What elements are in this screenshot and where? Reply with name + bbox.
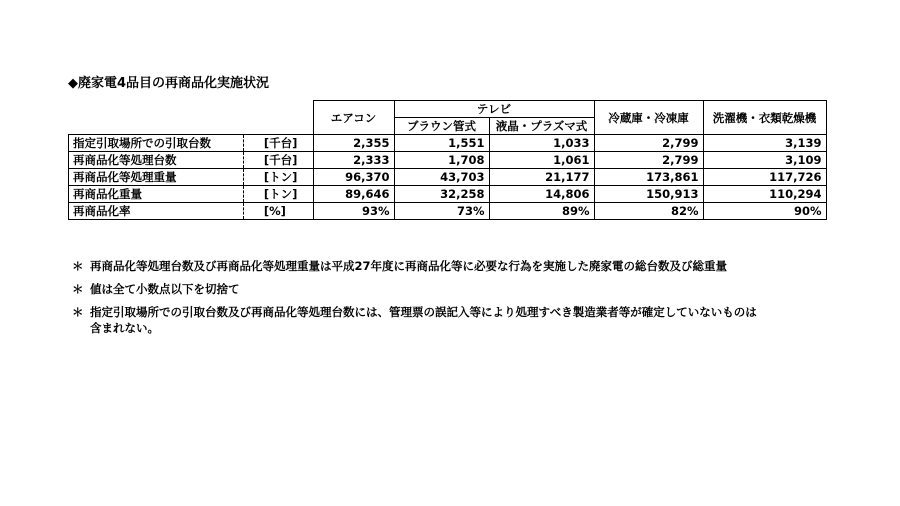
asterisk-marker: ＊ [72, 305, 84, 319]
footnote-text: 再商品化等処理台数及び再商品化等処理重量は平成27年度に再商品化等に必要な行為を実施した廃家電の総台数及び総重量 [90, 259, 727, 273]
table-row [69, 169, 827, 186]
cell-fridge: 173,861 [594, 169, 703, 186]
row-label: 再商品化等処理台数 [69, 152, 244, 169]
footnote-text: 指定引取場所での引取台数及び再商品化等処理台数には、管理票の誤記入等により処理すべき製造業者等が確定していないものは 含まれない。 [90, 305, 757, 335]
cell-tv-crt: 43,703 [394, 169, 489, 186]
page-title: ◆廃家電4品目の再商品化実施状況 [68, 76, 270, 91]
row-label: 再商品化重量 [69, 186, 244, 203]
cell-aircon: 89,646 [313, 186, 394, 203]
footnote [72, 304, 757, 336]
cell-tv-crt: 73% [394, 203, 489, 220]
cell-tv-lcd: 14,806 [489, 186, 594, 203]
table-row [69, 203, 827, 220]
row-unit: [トン] [243, 186, 313, 203]
cell-aircon: 96,370 [313, 169, 394, 186]
footnotes [72, 258, 757, 343]
row-label: 再商品化率 [69, 203, 244, 220]
cell-washer: 110,294 [703, 186, 826, 203]
header-blank-cell [69, 101, 314, 135]
table-row [69, 152, 827, 169]
cell-washer: 117,726 [703, 169, 826, 186]
recycling-table [68, 100, 827, 220]
cell-tv-lcd: 89% [489, 203, 594, 220]
header-tv-crt: ブラウン管式 [394, 118, 489, 135]
footnote [72, 258, 757, 274]
cell-washer: 90% [703, 203, 826, 220]
footnote [72, 281, 757, 297]
cell-aircon: 2,333 [313, 152, 394, 169]
header-aircon: エアコン [313, 101, 394, 135]
cell-aircon: 93% [313, 203, 394, 220]
row-unit: [%] [243, 203, 313, 220]
table-row [69, 186, 827, 203]
row-unit: [千台] [243, 152, 313, 169]
cell-fridge: 2,799 [594, 135, 703, 152]
cell-washer: 3,139 [703, 135, 826, 152]
cell-tv-crt: 1,708 [394, 152, 489, 169]
header-fridge: 冷蔵庫・冷凍庫 [594, 101, 703, 135]
cell-fridge: 150,913 [594, 186, 703, 203]
asterisk-marker: ＊ [72, 259, 84, 273]
cell-tv-lcd: 21,177 [489, 169, 594, 186]
cell-tv-lcd: 1,033 [489, 135, 594, 152]
row-label: 指定引取場所での引取台数 [69, 135, 244, 152]
table-row [69, 135, 827, 152]
cell-tv-crt: 32,258 [394, 186, 489, 203]
cell-aircon: 2,355 [313, 135, 394, 152]
row-unit: [トン] [243, 169, 313, 186]
cell-fridge: 2,799 [594, 152, 703, 169]
cell-tv-lcd: 1,061 [489, 152, 594, 169]
header-tv-lcd: 液晶・プラズマ式 [489, 118, 594, 135]
row-unit: [千台] [243, 135, 313, 152]
cell-fridge: 82% [594, 203, 703, 220]
header-tv: テレビ [394, 101, 594, 118]
footnote-text: 値は全て小数点以下を切捨て [90, 282, 240, 296]
cell-washer: 3,109 [703, 152, 826, 169]
cell-tv-crt: 1,551 [394, 135, 489, 152]
table-header-row [69, 101, 827, 118]
header-washer: 洗濯機・衣類乾燥機 [703, 101, 826, 135]
asterisk-marker: ＊ [72, 282, 84, 296]
row-label: 再商品化等処理重量 [69, 169, 244, 186]
